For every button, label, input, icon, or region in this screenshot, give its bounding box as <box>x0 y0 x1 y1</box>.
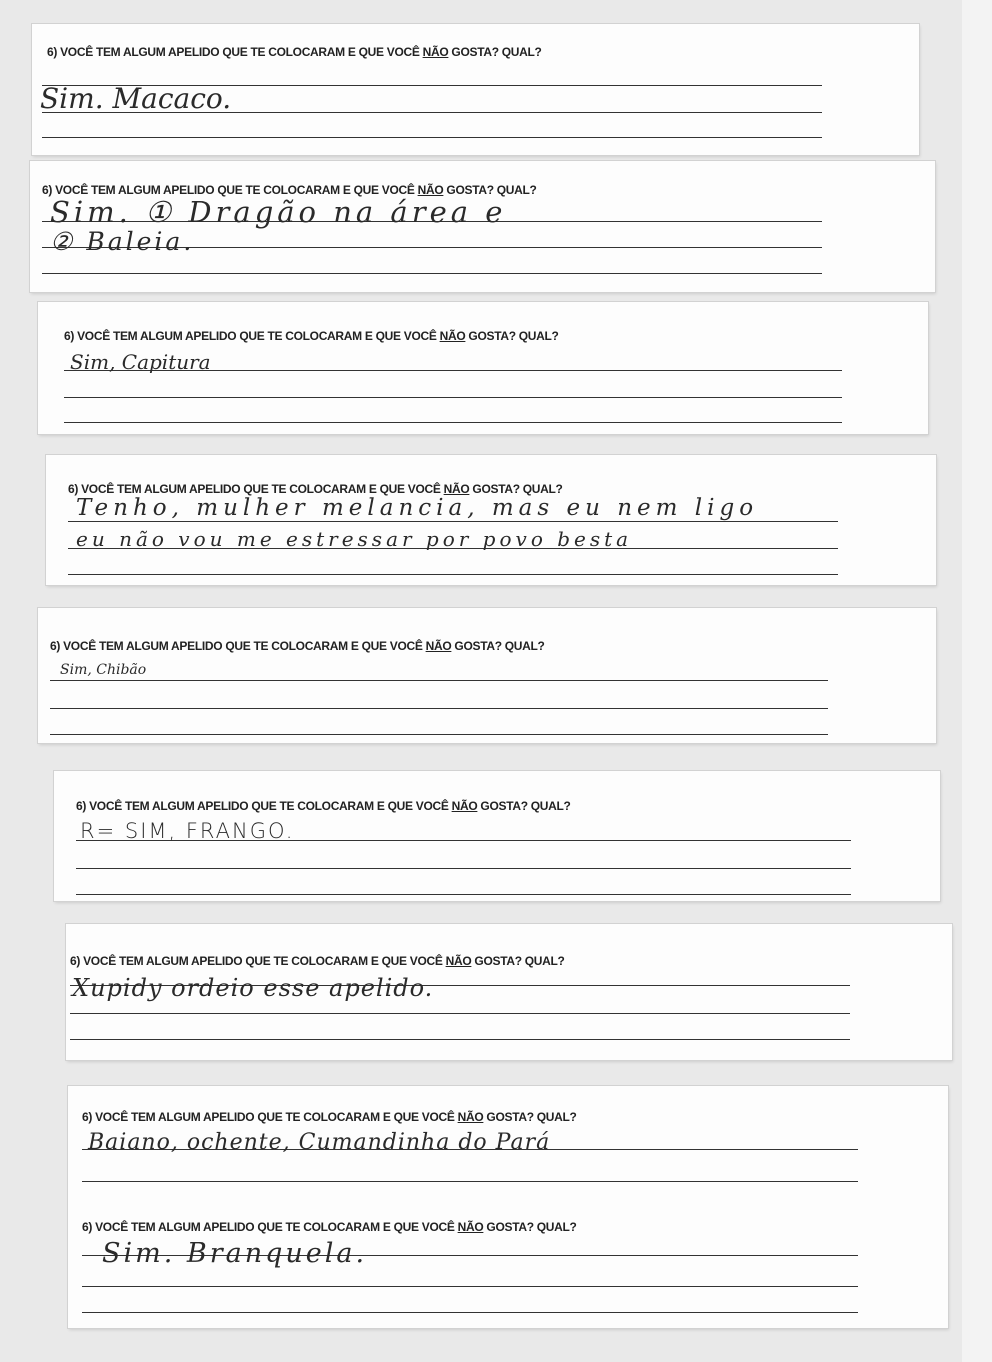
question-text: 6) VOCÊ TEM ALGUM APELIDO QUE TE COLOCARAM E QUE VOCÊ NÃO GOSTA? QUAL? <box>64 329 559 343</box>
handwritten-answer: Sim, Chibão <box>60 662 147 678</box>
handwritten-answer: Xupidy ordeio esse apelido. <box>72 974 434 1002</box>
page-edge <box>962 0 992 1362</box>
handwritten-answer: Tenho, mulher melancia, mas eu nem ligo <box>76 495 759 521</box>
handwritten-answer: ② Baleia. <box>50 227 195 256</box>
answer-strip-3 <box>38 302 928 434</box>
answer-strip-2 <box>30 161 935 292</box>
question-text: 6) VOCÊ TEM ALGUM APELIDO QUE TE COLOCARAM E QUE VOCÊ NÃO GOSTA? QUAL? <box>50 639 545 653</box>
question-text: 6) VOCÊ TEM ALGUM APELIDO QUE TE COLOCARAM E QUE VOCÊ NÃO GOSTA? QUAL? <box>42 183 537 197</box>
answer-strip-7 <box>66 924 952 1060</box>
question-text: 6) VOCÊ TEM ALGUM APELIDO QUE TE COLOCARAM E QUE VOCÊ NÃO GOSTA? QUAL? <box>70 954 565 968</box>
answer-strip-1 <box>32 24 919 155</box>
question-text: 6) VOCÊ TEM ALGUM APELIDO QUE TE COLOCARAM E QUE VOCÊ NÃO GOSTA? QUAL? <box>68 482 563 496</box>
handwritten-answer: Sim, Capitura <box>70 350 211 374</box>
handwritten-answer: Baiano, ochente, Cumandinha do Pará <box>88 1130 551 1155</box>
question-text: 6) VOCÊ TEM ALGUM APELIDO QUE TE COLOCARAM E QUE VOCÊ NÃO GOSTA? QUAL? <box>82 1110 577 1124</box>
handwritten-answer: eu não vou me estressar por povo besta <box>76 527 633 551</box>
handwritten-answer: R= SIM, FRANGO. <box>80 819 295 843</box>
question-text: 6) VOCÊ TEM ALGUM APELIDO QUE TE COLOCARAM E QUE VOCÊ NÃO GOSTA? QUAL? <box>76 799 571 813</box>
answer-strip-5 <box>38 608 936 743</box>
handwritten-answer: Sim. Macaco. <box>40 82 232 115</box>
answer-strip-8 <box>68 1086 948 1328</box>
question-text: 6) VOCÊ TEM ALGUM APELIDO QUE TE COLOCARAM E QUE VOCÊ NÃO GOSTA? QUAL? <box>47 45 542 59</box>
handwritten-answer: Sim. ① Dragão na área e <box>50 195 507 229</box>
handwritten-answer: Sim. Branquela. <box>102 1238 368 1269</box>
answer-strip-4 <box>46 455 936 585</box>
answer-strip-6 <box>54 771 940 901</box>
question-text: 6) VOCÊ TEM ALGUM APELIDO QUE TE COLOCARAM E QUE VOCÊ NÃO GOSTA? QUAL? <box>82 1220 577 1234</box>
